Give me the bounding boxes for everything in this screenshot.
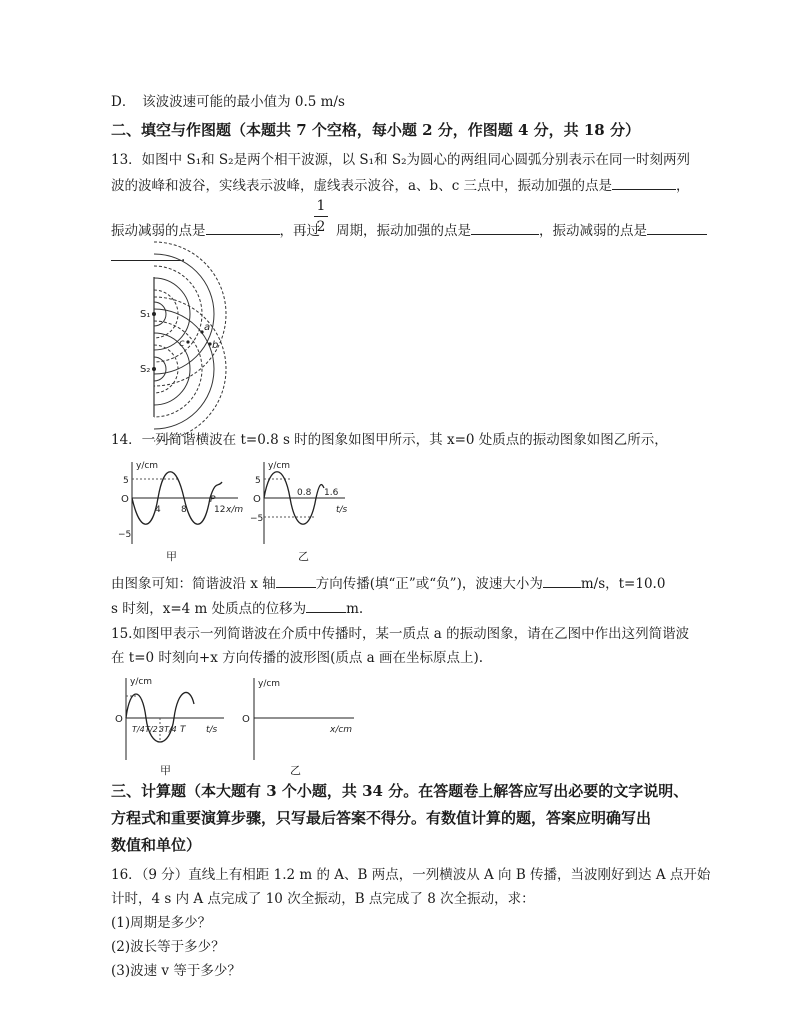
q15-blank-axes-yi (232, 674, 362, 764)
label-s1: S₁ (140, 309, 151, 320)
answer-blank[interactable] (647, 220, 707, 235)
q15-line2: 在 t=0 时刻向+x 方向传播的波形图(质点 a 画在坐标原点上). (111, 650, 484, 666)
tick-0.8: 0.8 (297, 488, 312, 498)
axis-label-t: t/s (206, 725, 218, 735)
section2-title: 二、填空与作图题（本题共 7 个空格，每小题 2 分，作图题 4 分，共 18 分） (111, 121, 640, 139)
axis-label-x: x/m (226, 505, 244, 515)
tick-t: T (180, 725, 186, 735)
q13-line3: 振动减弱的点是 ，再过 周期，振动加强的点是 ，振动减弱的点是 (111, 220, 707, 241)
caption-yi: 乙 (298, 550, 309, 563)
tick-4: 4 (155, 505, 161, 515)
q16-sub2: (2)波长等于多少？ (111, 939, 225, 955)
answer-blank[interactable] (206, 220, 280, 235)
origin-label: O (115, 714, 123, 725)
y-min-label: −5 (118, 530, 132, 540)
axis-label-x: x/cm (330, 725, 353, 735)
q13-line2: 波的波峰和波谷，实线表示波峰，虚线表示波谷，a、b、c 三点中，振动加强的点是 ， (111, 175, 690, 196)
answer-blank[interactable] (543, 573, 581, 588)
section3-title-line3: 数值和单位） (111, 836, 202, 854)
y-min-label: −5 (250, 514, 264, 524)
option-d: D． 该波波速可能的最小值为 0.5 m/s (111, 94, 345, 110)
source-s2 (152, 367, 156, 371)
section3-title-line2: 方程式和重要演算步骤，只写最后答案不得分。有数值计算的题，答案应明确写出 (111, 809, 652, 827)
q16-line1: 16．（9 分）直线上有相距 1.2 m 的 A、B 两点，一列横波从 A 向 B 传播，当波刚好到达 A 点开始 (111, 867, 711, 883)
caption-yi: 乙 (290, 764, 301, 777)
q14-line3: s 时刻，x=4 m 处质点的位移为 m. (111, 598, 363, 619)
label-b: b (212, 340, 219, 351)
origin-label: O (242, 714, 250, 725)
answer-blank[interactable] (471, 220, 539, 235)
q13-interference-figure (130, 272, 240, 422)
origin-label: O (121, 494, 129, 505)
label-a: a (204, 322, 211, 333)
caption-jia: 甲 (166, 550, 177, 563)
tick-three-quarter-t: 3T/4 (159, 725, 177, 734)
tick-8: 8 (181, 505, 187, 515)
answer-blank[interactable] (111, 246, 181, 261)
one-half-fraction: 1 2 (314, 197, 328, 236)
q16-sub3: (3)波速 v 等于多少？ (111, 963, 241, 979)
q16-line2: 计时，4 s 内 A 点完成了 10 次全振动，B 点完成了 8 次全振动，求： (111, 891, 535, 907)
answer-blank[interactable] (276, 573, 316, 588)
q13-line1: 13．如图中 S₁和 S₂是两个相干波源，以 S₁和 S₂为圆心的两组同心圆弧分别表示在同一时刻两列 (111, 152, 690, 168)
point-p-label: P (210, 495, 216, 505)
tick-half-t: T/2 (145, 725, 158, 734)
label-c: c (179, 338, 185, 349)
source-s1 (152, 312, 156, 316)
y-max-label: 5 (123, 476, 129, 486)
axis-label-y: y/cm (258, 679, 281, 689)
q14-wave-graph-jia (118, 458, 243, 550)
q13-line4: . (111, 246, 185, 267)
origin-label: O (253, 494, 261, 505)
q16-sub1: (1)周期是多少？ (111, 915, 212, 931)
q14-line1: 14．一列简谐横波在 t=0.8 s 时的图象如图甲所示，其 x=0 处质点的振动图象如图乙所示， (111, 432, 668, 448)
answer-blank[interactable] (306, 598, 346, 613)
q14-vibration-graph-yi (250, 458, 350, 550)
q15-vibration-graph-jia (112, 674, 227, 764)
axis-label-y: y/cm (268, 461, 291, 471)
tick-12: 12 (214, 505, 226, 515)
label-s2: S₂ (140, 364, 151, 375)
caption-jia: 甲 (160, 764, 171, 777)
answer-blank[interactable] (612, 175, 676, 190)
q14-line2: 由图象可知：简谐波沿 x 轴 方向传播(填“正”或“负”)，波速大小为 m/s，t=10.0 (111, 573, 665, 594)
tick-1.6: 1.6 (324, 488, 339, 498)
section3-title-line1: 三、计算题（本大题有 3 个小题，共 34 分。在答题卷上解答应写出必要的文字说明、 (111, 782, 689, 800)
axis-label-y: y/cm (130, 677, 153, 687)
y-max-label: 5 (255, 476, 261, 486)
q15-line1: 15.如图甲表示一列简谐波在介质中传播时，某一质点 a 的振动图象，请在乙图中作出这列简谐波 (111, 626, 690, 642)
tick-quarter-t: T/4 (132, 725, 145, 734)
axis-label-t: t/s (336, 505, 348, 515)
axis-label-y: y/cm (136, 461, 159, 471)
